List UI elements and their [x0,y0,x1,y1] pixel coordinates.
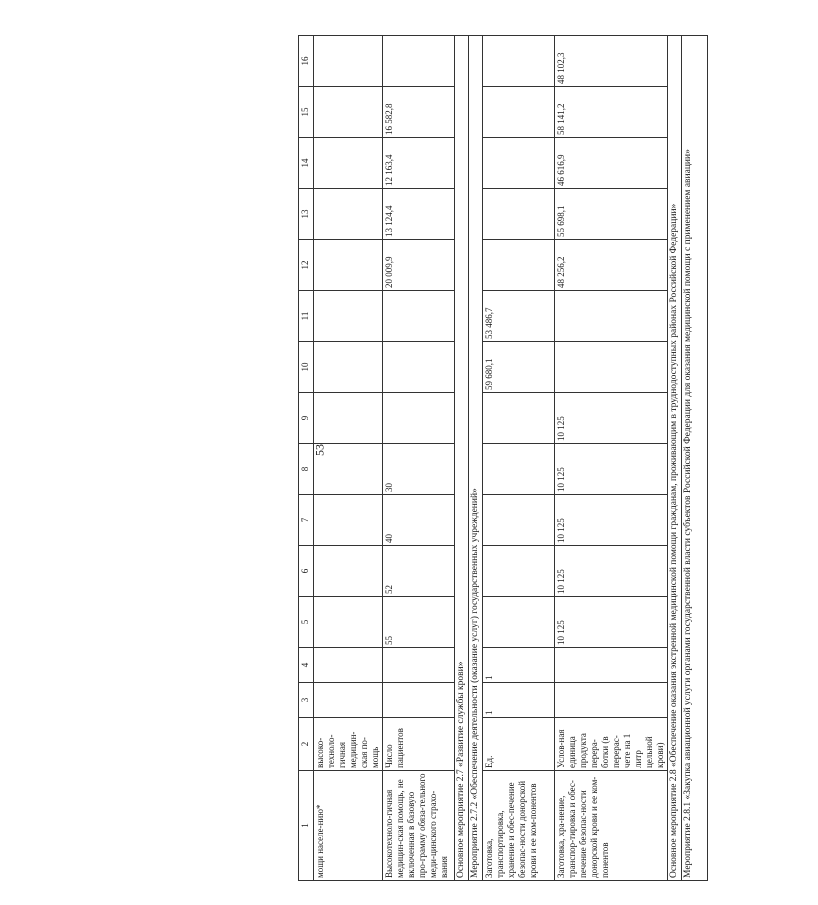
table-cell: мощи населе-нию* [314,771,383,881]
column-header: 1 [299,771,314,881]
table-cell [483,36,555,87]
table-cell: 53 486,7 [483,291,555,342]
section-row [469,36,483,881]
table-cell [483,495,555,546]
table-row [555,36,668,881]
table-cell: 55 698,1 [555,189,668,240]
column-header: 5 [299,597,314,648]
column-header: 13 [299,189,314,240]
column-header: 15 [299,87,314,138]
page-number: 53 [312,444,327,456]
table-row [483,36,555,881]
table-row [383,36,455,881]
table-cell [383,683,455,718]
column-header: 9 [299,393,314,444]
table-cell [383,291,455,342]
table-cell [555,683,668,718]
table-cell [314,291,383,342]
table-cell [483,393,555,444]
section-row [668,36,682,881]
section-title: Мероприятие 2.8.1 «Закупка авиационной услуги органами государственной власти субъектов Российской Федерации для оказания медицинской помощи с применением авиации» [682,36,708,881]
table-cell [483,189,555,240]
column-header: 6 [299,546,314,597]
table-cell: 30 [383,444,455,495]
table-cell [483,87,555,138]
table-cell: 10 125 [555,495,668,546]
section-row [682,36,708,881]
column-header: 2 [299,718,314,771]
table-cell [314,87,383,138]
table-cell: 55 [383,597,455,648]
section-title: Основное мероприятие 2.7 «Развитие службы крови» [455,36,469,881]
table-cell: Число пациентов [383,718,455,771]
table-cell: 10 125 [555,444,668,495]
table-cell: Высокотехноло-гичная медицин-ская помощь, не включенная в базовую про-грамму обяза-тельного меди-цинского страхо-вания [383,771,455,881]
table-cell [314,444,383,495]
table-cell: 10 125 [555,597,668,648]
table-cell: 46 616,9 [555,138,668,189]
column-header: 11 [299,291,314,342]
column-header: 3 [299,683,314,718]
table-cell [383,342,455,393]
table-cell [483,546,555,597]
column-header: 7 [299,495,314,546]
column-header: 4 [299,648,314,683]
table-cell [555,291,668,342]
table-cell: 48 102,3 [555,36,668,87]
section-title: Основное мероприятие 2.8 «Обеспечение оказания экстренной медицинской помощи гражданам, проживающим в труднодоступных районах Российской Федерации» [668,36,682,881]
column-header: 14 [299,138,314,189]
table-cell: Заготовка, транспортировка, хранение и обес-печение безопас-ности донорской крови и ее ком-понентов [483,771,555,881]
column-header: 10 [299,342,314,393]
table-cell [314,36,383,87]
table-cell: 52 [383,546,455,597]
section-title: Мероприятие 2.7.2 «Обеспечение деятельности (оказание услуг) государственных учреждений» [469,36,483,881]
rotated-table-wrapper [298,41,818,881]
table-cell [483,138,555,189]
table-cell [555,342,668,393]
table-cell [314,546,383,597]
table-cell [483,240,555,291]
header-row [299,36,314,881]
table-cell [314,393,383,444]
table-cell [314,138,383,189]
section-row [455,36,469,881]
table-row [314,36,383,881]
table-cell: 12 163,4 [383,138,455,189]
table-cell: 59 680,1 [483,342,555,393]
column-header: 16 [299,36,314,87]
table-cell [383,648,455,683]
table-cell: 10 125 [555,393,668,444]
table-cell: 1 [483,648,555,683]
table-cell [383,393,455,444]
table-cell [314,495,383,546]
table-cell [555,648,668,683]
table-cell [483,597,555,648]
table-cell [314,342,383,393]
table-cell: 40 [383,495,455,546]
table-cell [314,597,383,648]
table-cell: Ед. [483,718,555,771]
table-cell [483,444,555,495]
table-cell: 10 125 [555,546,668,597]
table-cell [314,648,383,683]
table-cell: 1 [483,683,555,718]
column-header: 12 [299,240,314,291]
table-cell: высоко-техноло-гичная медицин-ская по-мощь [314,718,383,771]
table-cell: 16 582,8 [383,87,455,138]
table-cell [383,36,455,87]
table-cell [314,683,383,718]
table-cell: 58 141,2 [555,87,668,138]
data-table [298,35,708,881]
table-cell: Заготовка, хра-нение, транспор-тировка и обес-печение безопас-ности донорской крови и ее ком-понентов [555,771,668,881]
table-cell [314,240,383,291]
column-header: 8 [299,444,314,495]
table-cell [314,189,383,240]
table-cell: 13 124,4 [383,189,455,240]
table-cell: 20 009,9 [383,240,455,291]
table-cell: 48 256,2 [555,240,668,291]
table-cell: Услов-ная единица продукта перера-ботки (в перерас-чете на 1 литр цельной крови) [555,718,668,771]
